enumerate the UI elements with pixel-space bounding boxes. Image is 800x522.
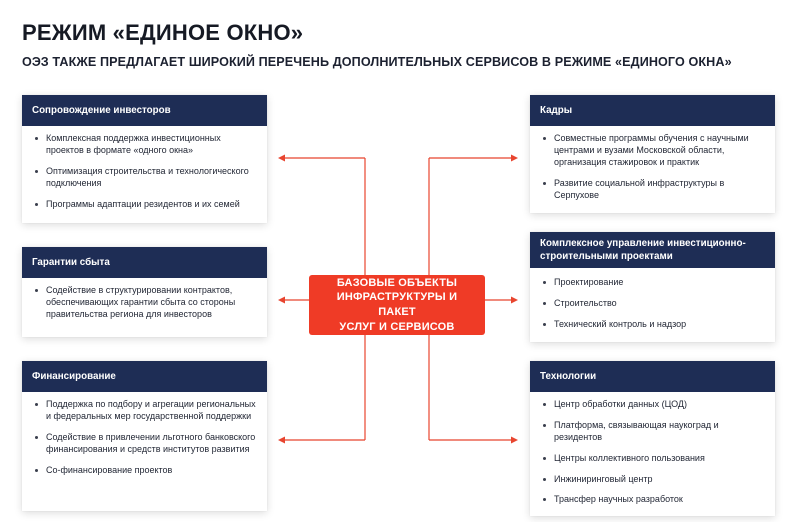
list-item-text: Проектирование (554, 277, 624, 287)
list-item-text: Содействие в структурировании контрактов, обеспечивающих гарантии сбыта со стороны правительства региона для инвесторов (46, 285, 236, 319)
list-item-text: Совместные программы обучения с научными центрами и вузами Московской области, организация стажировок и практик (554, 133, 749, 167)
bullet-icon (543, 137, 546, 140)
card-staff (530, 95, 775, 213)
bullet-icon (35, 289, 38, 292)
bullet-icon (543, 323, 546, 326)
list-item-text: Развитие социальной инфраструктуры в Серпухове (554, 177, 725, 200)
card-sales-header: Гарантии сбыта (22, 247, 267, 278)
bullet-icon (543, 478, 546, 481)
bullet-icon (35, 403, 38, 406)
bullet-icon (543, 281, 546, 284)
center-line-1: БАЗОВЫЕ ОБЪЕКТЫ (336, 276, 458, 289)
arrow-right-top (511, 155, 518, 162)
bullet-icon (543, 498, 546, 501)
list-item (32, 432, 257, 456)
list-item (540, 494, 765, 506)
card-construction-header: Комплексное управление инвестиционно-строительными проектами (530, 232, 775, 268)
list-item (540, 474, 765, 486)
center-line-2: ИНФРАСТРУКТУРЫ И ПАКЕТ (336, 291, 458, 318)
card-tech-header: Технологии (530, 361, 775, 392)
list-item (32, 199, 257, 211)
card-construction (530, 232, 775, 342)
list-item-text: Технический контроль и надзор (554, 318, 687, 329)
page-subtitle: ОЭЗ ТАКЖЕ ПРЕДЛАГАЕТ ШИРОКИЙ ПЕРЕЧЕНЬ ДОПОЛНИТЕЛЬНЫХ СЕРВИСОВ В РЕЖИМЕ «ЕДИНОГО ОКНА» (22, 55, 732, 69)
center-line-3: УСЛУГ И СЕРВИСОВ (339, 320, 455, 333)
list-item-text: Центры коллективного пользования (554, 452, 705, 463)
list-item (32, 133, 257, 157)
bullet-icon (543, 424, 546, 427)
bullet-icon (543, 182, 546, 185)
arrow-right-bottom (511, 437, 518, 444)
card-finance-header: Финансирование (22, 361, 267, 392)
list-item-text: Центр обработки данных (ЦОД) (554, 399, 688, 409)
card-tech (530, 361, 775, 516)
list-item (32, 399, 257, 423)
card-investors (22, 95, 267, 223)
list-item (32, 285, 257, 321)
list-item (540, 399, 765, 411)
list-item-text: Со-финансирование проектов (46, 464, 173, 475)
bullet-icon (543, 457, 546, 460)
center-core-box (309, 275, 485, 335)
list-item (32, 465, 257, 477)
list-item-text: Программы адаптации резидентов и их семей (46, 198, 240, 209)
list-item-text: Трансфер научных разработок (554, 494, 683, 505)
list-item (540, 319, 765, 331)
list-item-text: Комплексная поддержка инвестиционных проектов в формате «одного окна» (46, 133, 221, 155)
list-item-text: Инжиниринговый центр (554, 473, 653, 484)
list-item-text: Поддержка по подбору и агрегации региональных и федеральных мер государственной поддержки (46, 399, 256, 421)
card-staff-header: Кадры (530, 95, 775, 126)
card-investors-header: Сопровождение инвесторов (22, 95, 267, 126)
list-item (540, 298, 765, 310)
bullet-icon (543, 302, 546, 305)
list-item (540, 178, 765, 202)
bullet-icon (35, 137, 38, 140)
bullet-icon (35, 170, 38, 173)
arrow-left-bottom (278, 437, 285, 444)
bullet-icon (35, 203, 38, 206)
bullet-icon (35, 469, 38, 472)
list-item (540, 133, 765, 169)
list-item (540, 420, 765, 444)
list-item-text: Платформа, связывающая наукоград и резидентов (554, 419, 719, 442)
list-item-text: Оптимизация строительства и технологического подключения (46, 165, 249, 188)
bullet-icon (35, 436, 38, 439)
bullet-icon (543, 403, 546, 406)
list-item-text: Содействие в привлечении льготного банковского финансирования и средств институтов развития (46, 431, 256, 454)
arrow-left-top (278, 155, 285, 162)
list-item (540, 277, 765, 289)
list-item (32, 166, 257, 190)
page-title: РЕЖИМ «ЕДИНОЕ ОКНО» (22, 20, 304, 45)
card-finance (22, 361, 267, 511)
list-item (540, 453, 765, 465)
card-sales (22, 247, 267, 337)
list-item-text: Строительство (554, 297, 617, 308)
